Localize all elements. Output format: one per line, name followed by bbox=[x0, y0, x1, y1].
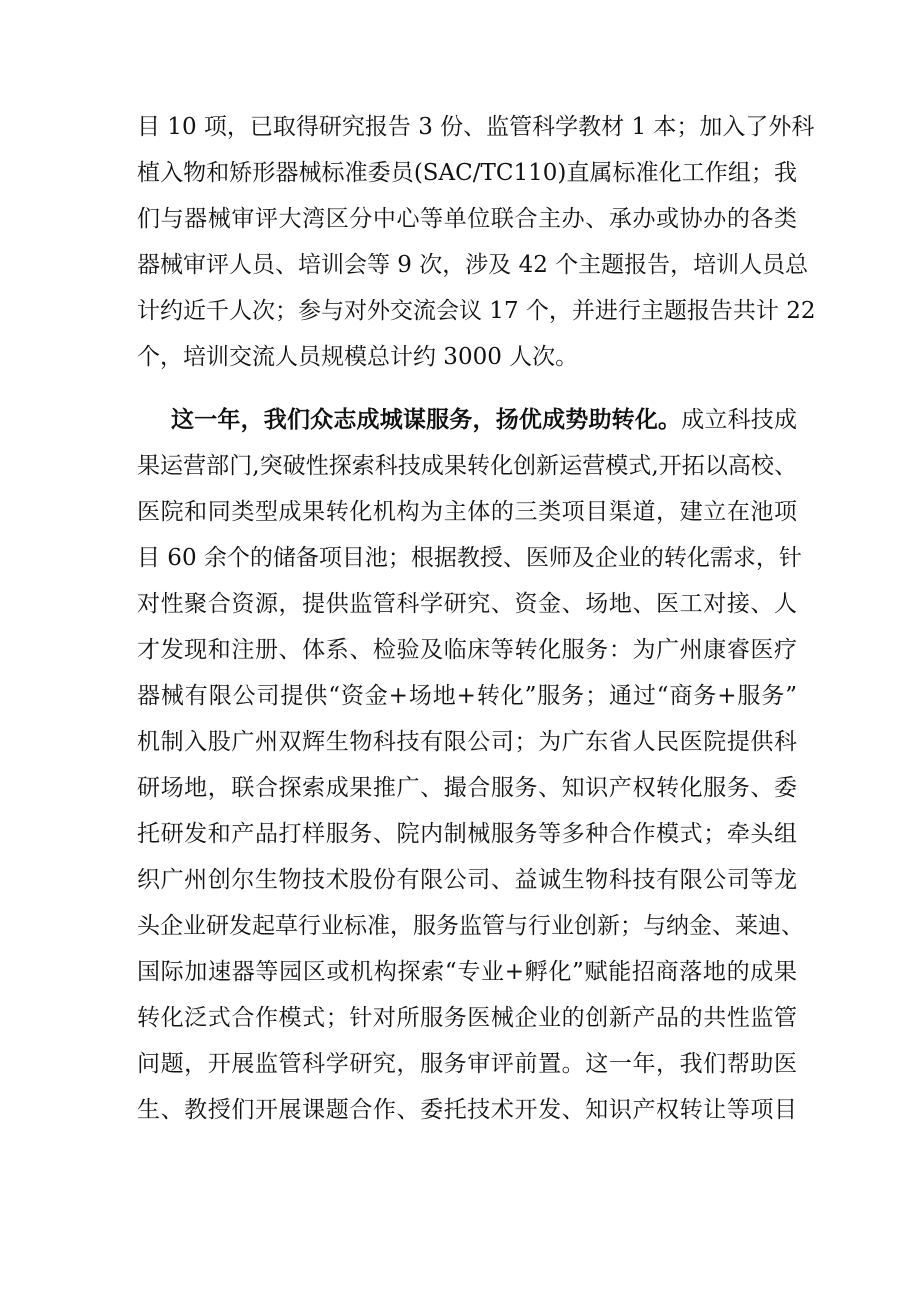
paragraph-2-line: 才发现和注册、体系、检验及临床等转化服务：为广州康睿医疗 bbox=[137, 637, 797, 663]
paragraph-1-line: 器械审评人员、培训会等 9 次，涉及 42 个主题报告，培训人员总 bbox=[137, 252, 809, 278]
paragraph-2-line: 机制入股广州双辉生物科技有限公司；为广东省人民医院提供科 bbox=[137, 729, 797, 755]
paragraph-2-line: 生、教授们开展课题合作、委托技术开发、知识产权转让等项目 bbox=[137, 1097, 797, 1123]
paragraph-1-line: 计约近千人次；参与对外交流会议 17 个，并进行主题报告共计 22 bbox=[137, 298, 816, 324]
paragraph-2-first-line bbox=[137, 397, 797, 443]
paragraph-2-line: 研场地，联合探索成果推广、撮合服务、知识产权转化服务、委 bbox=[137, 775, 797, 801]
paragraph-2-line: 对性聚合资源，提供监管科学研究、资金、场地、医工对接、人 bbox=[137, 591, 797, 617]
paragraph-1-line: 个，培训交流人员规模总计约 3000 人次。 bbox=[137, 344, 579, 370]
paragraph-1 bbox=[137, 104, 816, 380]
paragraph-2-lead: 这一年，我们众志成城谋服务，扬优成势助转化。 bbox=[171, 407, 682, 433]
paragraph-2-line: 托研发和产品打样服务、院内制械服务等多种合作模式；牵头组 bbox=[137, 821, 797, 847]
paragraph-2-line: 目 60 余个的储备项目池；根据教授、医师及企业的转化需求，针 bbox=[137, 545, 802, 571]
paragraph-2-line: 果运营部门,突破性探索科技成果转化创新运营模式,开拓以高校、 bbox=[137, 453, 797, 479]
paragraph-2-line: 织广州创尔生物技术股份有限公司、益诚生物科技有限公司等龙 bbox=[137, 867, 797, 893]
paragraph-1-line: 目 10 项，已取得研究报告 3 份、监管科学教材 1 本；加入了外科 bbox=[137, 114, 815, 140]
paragraph-2-first-line-rest: 成立科技成 bbox=[681, 407, 798, 433]
paragraph-1-line: 们与器械审评大湾区分中心等单位联合主办、承办或协办的各类 bbox=[137, 206, 797, 232]
paragraph-2-line: 转化泛式合作模式；针对所服务医械企业的创新产品的共性监管 bbox=[137, 1005, 797, 1031]
paragraph-1-line: 植入物和矫形器械标准委员(SAC/TC110)直属标准化工作组；我 bbox=[137, 160, 797, 186]
paragraph-2 bbox=[137, 397, 804, 1133]
paragraph-2-line: 问题，开展监管科学研究，服务审评前置。这一年，我们帮助医 bbox=[137, 1051, 797, 1077]
paragraph-2-line: 头企业研发起草行业标准，服务监管与行业创新；与纳金、莱迪、 bbox=[137, 913, 804, 939]
paragraph-2-line: 器械有限公司提供“资金+场地+转化”服务；通过“商务+服务” bbox=[137, 683, 797, 709]
paragraph-2-line: 医院和同类型成果转化机构为主体的三类项目渠道，建立在池项 bbox=[137, 499, 797, 525]
paragraph-2-line: 国际加速器等园区或机构探索“专业+孵化”赋能招商落地的成果 bbox=[137, 959, 797, 985]
